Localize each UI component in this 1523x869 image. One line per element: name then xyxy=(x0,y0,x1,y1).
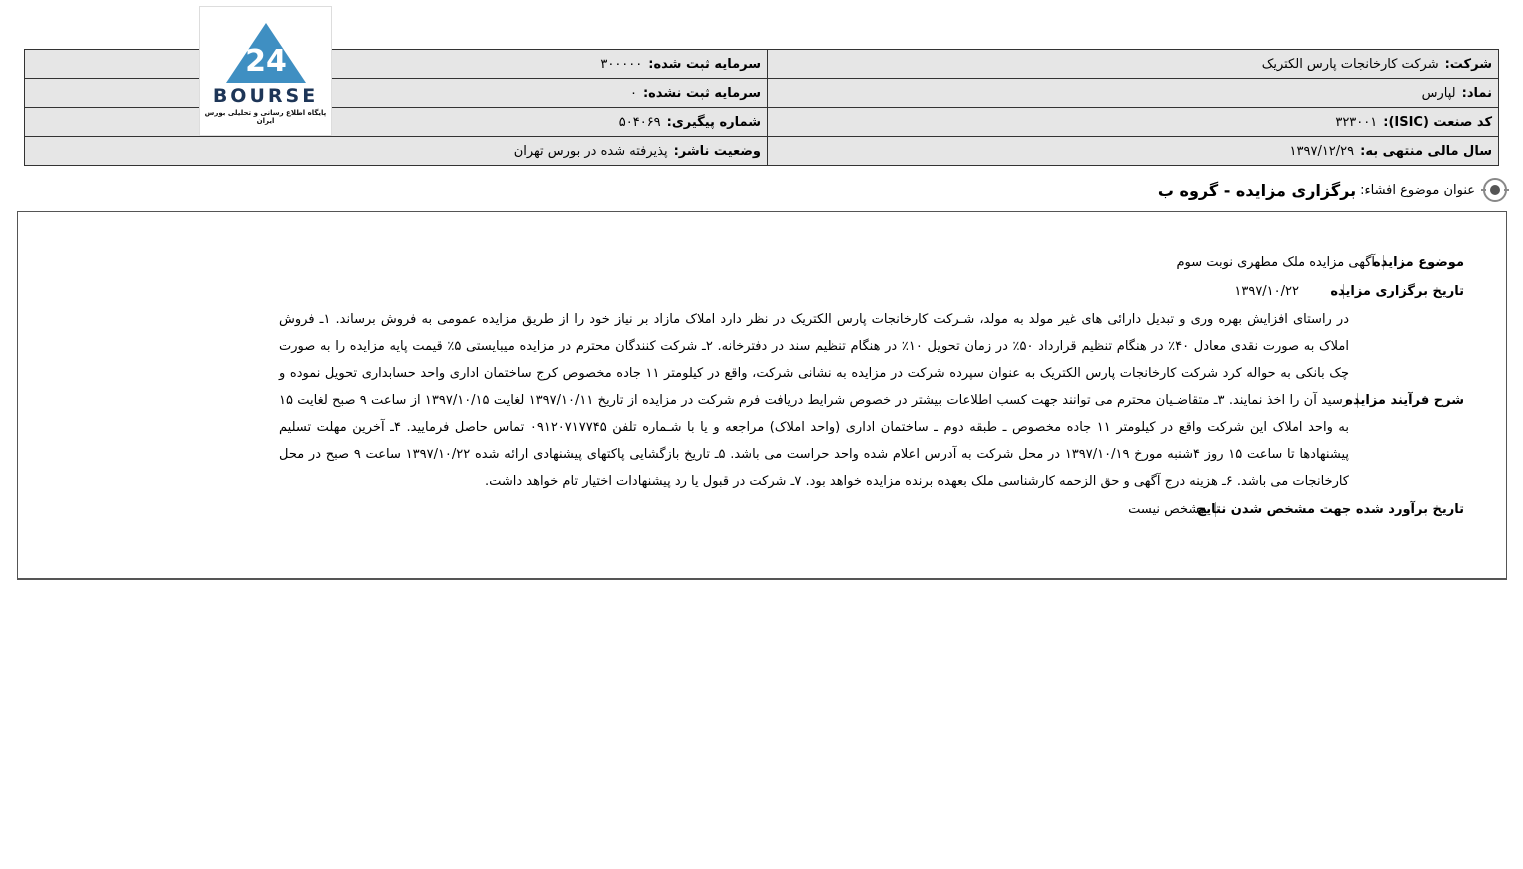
results-value: مشخص نیست xyxy=(1128,501,1207,517)
company-cell xyxy=(768,50,1499,79)
fiscal-year-cell xyxy=(768,137,1499,166)
isic-label: کد صنعت (ISIC): xyxy=(1383,114,1492,130)
publisher-status-value: پذیرفته شده در بورس تهران xyxy=(513,143,668,159)
subject-value: آگهی مزایده ملک مطهری نوبت سوم xyxy=(1176,255,1375,270)
disclosure-title xyxy=(1158,176,1509,204)
symbol-cell xyxy=(768,79,1499,108)
process-label: شرح فرآیند مزایده xyxy=(1345,393,1464,408)
tracking-value: ۵۰۴۰۶۹ xyxy=(618,114,661,130)
results-label: تاریخ برآورد شده جهت مشخص شدن نتایج xyxy=(1196,501,1464,517)
company-value: شرکت کارخانجات پارس الکتریک xyxy=(1261,56,1439,72)
symbol-value: لپارس xyxy=(1421,85,1456,101)
date-label: تاریخ برگزاری مزایده xyxy=(1330,284,1464,299)
detail-row-results xyxy=(279,495,1464,523)
process-value: در راستای افزایش بهره وری و تبدیل دارائی های غیر مولد به مولد، شـرکت کارخانجات پارس الکتریک در نظر دارد املاک مازاد بر نیاز خود را از طریق مزایده عمومی به فروش برساند. ۱ـ فروش املاک به صورت نقدی معادل ۴۰٪ در هنگام تنظیم قرارداد ۵۰٪ در زمان تحویل ۱۰٪ در هنگام تنظیم سند در دفترخانه. ۲ـ شرکت کنندگان محترم در مزایده میبایستی ۵٪ قیمت پایه مزایده را به صورت چک بانکی به حواله کرد شرکت کارخانجات پارس الکتریک به عنوان سپرده شرکت در مزایده به نشانی شرکت، واقع در کیلومتر ۱۱ جاده مخصوص کرج ساختمان اداری واحد حسابداری تحویل نموده و رسید آن را اخذ نمایند. ۳ـ متقاضـیان محترم می توانند جهت کسب اطلاعات بیشتر در خصوص شرایط دریافت فرم شرکت در مزایده از تاریخ ۱۳۹۷/۱۰/۱۱ لغایت ۱۳۹۷/۱۰/۱۵ از ساعت ۹ صبح لغایت ۱۵ به واحد املاک این شرکت واقع در کیلومتر ۱۱ جاده مخصوص ـ طبقه دوم ـ ساختمان اداری (واحد املاک) مراجعه و یا با شـماره تلفن ۰۹۱۲۰۷۱۷۷۴۵ تماس حاصل فرمایید. ۴ـ آخرین مهلت تسلیم پیشنهادها تا ساعت ۱۵ روز ۴شنبه مورخ ۱۳۹۷/۱۰/۱۹ در محل شرکت به آدرس اعلام شده واحد حراست می باشد. ۵ـ تاریخ بازگشایی پاکتهای پیشنهادی ارائه شده ۱۳۹۷/۱۰/۲۲ ساعت ۹ صبح در محل کارخانجات می باشد. ۶ـ هزینه درج آگهی و حق الزحمه کارشناسی ملک بعهده برنده مزایده خواهد بود. ۷ـ شرکت در قبول یا رد پیشنهادات اختیار تام خواهد داشت. xyxy=(279,312,1350,489)
disclosure-title-value: برگزاری مزایده - گروه ب xyxy=(1157,180,1357,200)
detail-row-process xyxy=(279,306,1464,495)
tracking-label: شماره پیگیری: xyxy=(666,114,761,130)
unregistered-capital-label: سرمایه ثبت نشده: xyxy=(642,85,761,101)
fiscal-year-value: ۱۳۹۷/۱۲/۲۹ xyxy=(1289,143,1355,159)
company-label: شرکت: xyxy=(1444,56,1492,72)
isic-cell xyxy=(768,108,1499,137)
tracking-cell xyxy=(25,108,768,137)
symbol-label: نماد: xyxy=(1461,85,1492,101)
auction-details-box xyxy=(17,211,1507,580)
isic-value: ۳۲۳۰۰۱ xyxy=(1335,114,1378,130)
registered-capital-cell xyxy=(25,50,768,79)
publisher-status-label: وضعیت ناشر: xyxy=(673,143,761,159)
date-value: ۱۳۹۷/۱۰/۲۲ xyxy=(1234,284,1299,299)
logo-tagline: پایگاه اطلاع رسانی و تحلیلی بورس ایران xyxy=(204,109,327,125)
target-bullet-icon xyxy=(1481,176,1509,204)
registered-capital-label: سرمایه ثبت شده: xyxy=(648,56,761,72)
logo-mark-text: 24 xyxy=(244,44,287,79)
detail-row-subject xyxy=(279,248,1464,277)
logo-brand: BOURSE xyxy=(212,85,319,107)
auction-details xyxy=(279,248,1464,523)
disclosure-title-label: عنوان موضوع افشاء: xyxy=(1360,182,1475,198)
detail-row-date xyxy=(279,277,1464,306)
unregistered-capital-value: ۰ xyxy=(629,85,637,101)
publisher-status-cell xyxy=(25,137,768,166)
registered-capital-value: ۳۰۰۰۰۰ xyxy=(600,56,643,72)
bourse-24-mark-icon xyxy=(224,21,308,83)
unregistered-capital-cell xyxy=(25,79,768,108)
bourse-logo xyxy=(199,6,332,136)
subject-label: موضوع مزایده xyxy=(1373,255,1464,270)
fiscal-year-label: سال مالی منتهی به: xyxy=(1360,143,1492,159)
